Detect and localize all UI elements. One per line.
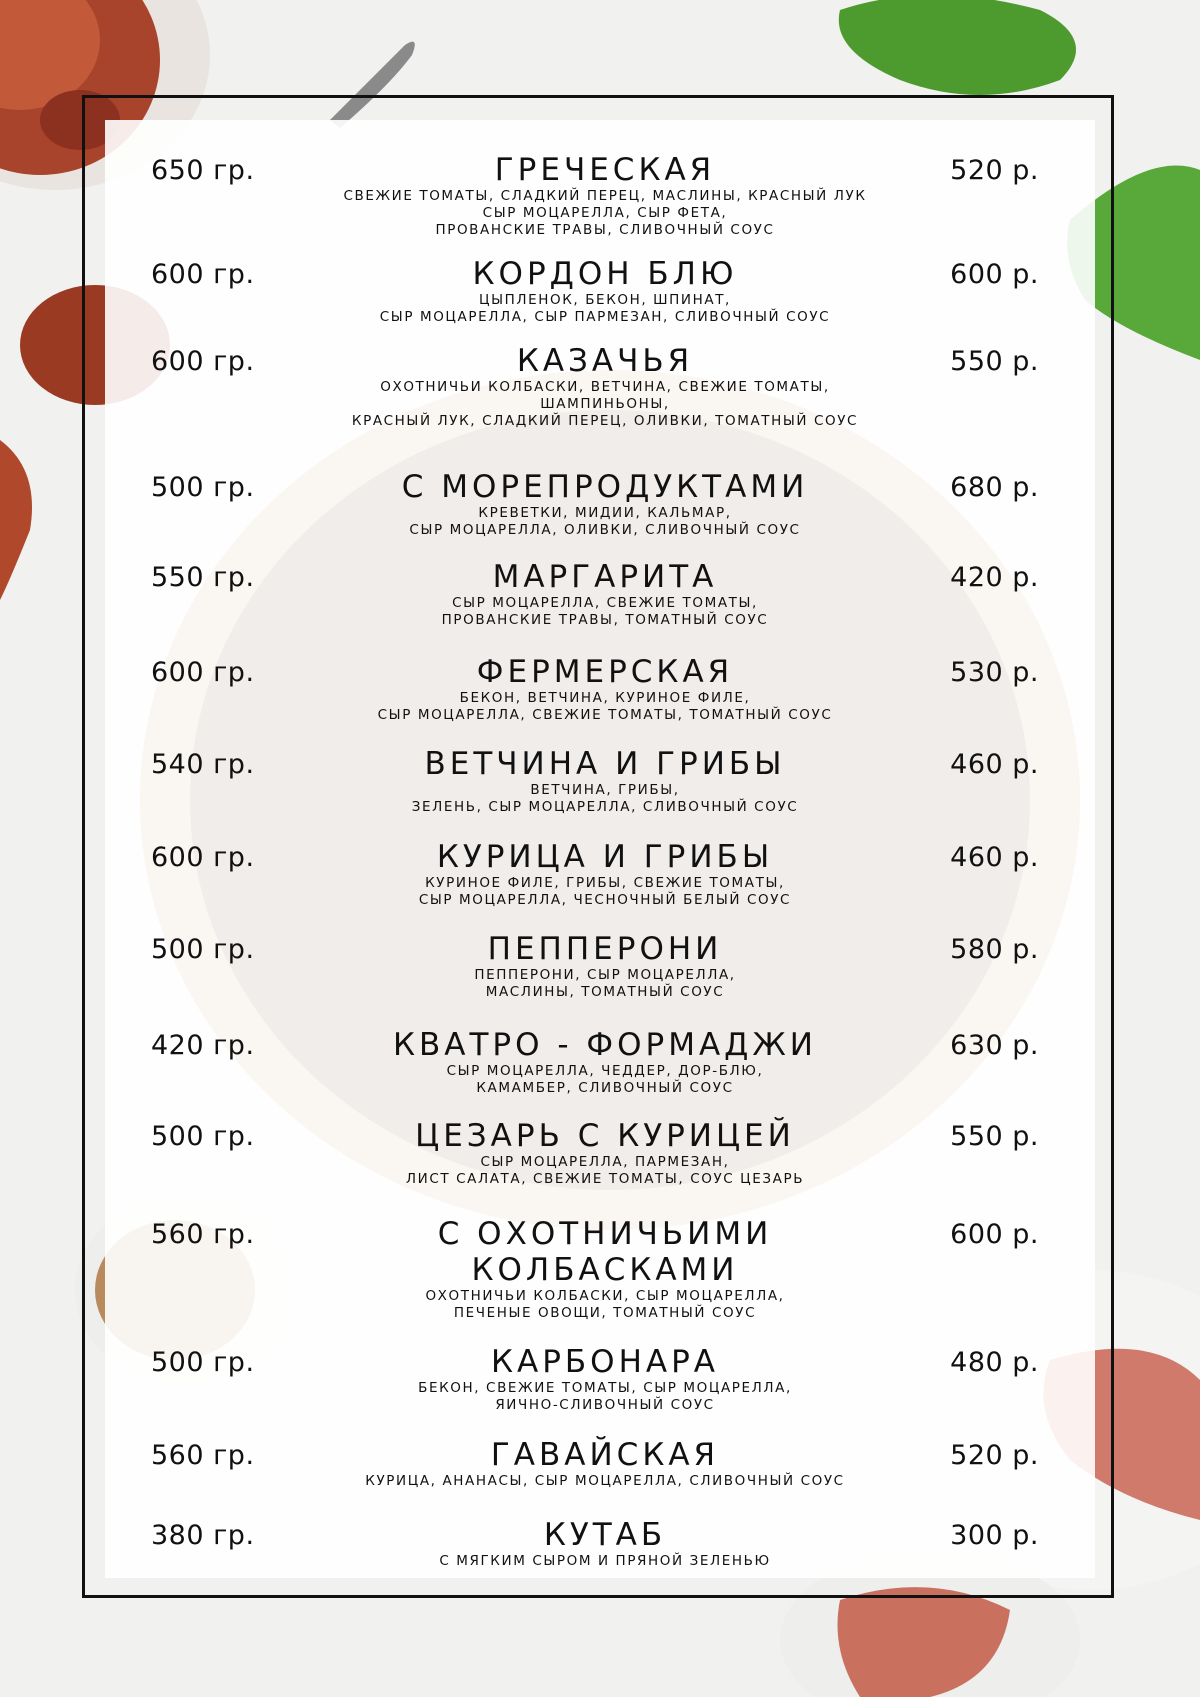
item-info	[300, 1216, 910, 1322]
item-name: ПЕППЕРОНИ	[487, 931, 723, 967]
item-description-line: СЫР МОЦАРЕЛЛА, СЫР ФЕТА,	[482, 205, 728, 221]
item-price: 520 р.	[950, 155, 1039, 186]
item-price: 550 р.	[950, 346, 1039, 377]
item-description-line: ШАМПИНЬОНЫ,	[540, 396, 670, 412]
item-description-line: СЫР МОЦАРЕЛЛА, СЫР ПАРМЕЗАН, СЛИВОЧНЫЙ СОУС	[379, 309, 831, 325]
item-name: С ОХОТНИЧЬИМИ	[437, 1216, 773, 1252]
item-weight: 600 гр.	[151, 259, 255, 290]
item-description-line: ЛИСТ САЛАТА, СВЕЖИЕ ТОМАТЫ, СОУС ЦЕЗАРЬ	[405, 1171, 805, 1187]
item-description-line: ПРОВАНСКИЕ ТРАВЫ, ТОМАТНЫЙ СОУС	[441, 612, 769, 628]
item-name: МАРГАРИТА	[492, 559, 718, 595]
item-weight: 500 гр.	[151, 1121, 255, 1152]
item-price: 550 р.	[950, 1121, 1039, 1152]
item-info	[300, 1344, 910, 1414]
item-description-line: ЦЫПЛЕНОК, БЕКОН, ШПИНАТ,	[479, 292, 731, 308]
item-name: ЦЕЗАРЬ С КУРИЦЕЙ	[415, 1118, 795, 1154]
item-description-line: ЗЕЛЕНЬ, СЫР МОЦАРЕЛЛА, СЛИВОЧНЫЙ СОУС	[411, 799, 799, 815]
item-name-line-2: КОЛБАСКАМИ	[471, 1252, 739, 1288]
item-description-line: ПЕЧЕНЫЕ ОВОЩИ, ТОМАТНЫЙ СОУС	[453, 1305, 757, 1321]
item-price: 530 р.	[950, 657, 1039, 688]
item-weight: 500 гр.	[151, 1347, 255, 1378]
item-weight: 380 гр.	[151, 1520, 255, 1551]
item-name: ГАВАЙСКАЯ	[490, 1437, 720, 1473]
item-description-line: ПЕППЕРОНИ, СЫР МОЦАРЕЛЛА,	[474, 967, 736, 983]
item-name: ФЕРМЕРСКАЯ	[476, 654, 734, 690]
item-price: 480 р.	[950, 1347, 1039, 1378]
item-description-line: ОХОТНИЧЬИ КОЛБАСКИ, ВЕТЧИНА, СВЕЖИЕ ТОМАТЫ,	[380, 379, 830, 395]
item-weight: 420 гр.	[151, 1030, 255, 1061]
item-description-line: КУРИНОЕ ФИЛЕ, ГРИБЫ, СВЕЖИЕ ТОМАТЫ,	[425, 875, 785, 891]
item-info	[300, 1437, 910, 1490]
item-weight: 650 гр.	[151, 155, 255, 186]
item-weight: 500 гр.	[151, 472, 255, 503]
item-info	[300, 1517, 910, 1570]
item-name: ВЕТЧИНА И ГРИБЫ	[424, 746, 786, 782]
item-description-line: МАСЛИНЫ, ТОМАТНЫЙ СОУС	[485, 984, 725, 1000]
item-description-line: СЫР МОЦАРЕЛЛА, ОЛИВКИ, СЛИВОЧНЫЙ СОУС	[409, 522, 801, 538]
item-price: 580 р.	[950, 934, 1039, 965]
item-info	[300, 1118, 910, 1188]
item-price: 300 р.	[950, 1520, 1039, 1551]
item-name: КАЗАЧЬЯ	[516, 343, 694, 379]
item-info	[300, 839, 910, 909]
item-price: 630 р.	[950, 1030, 1039, 1061]
item-info	[300, 256, 910, 326]
item-price: 460 р.	[950, 842, 1039, 873]
item-description-line: ОХОТНИЧЬИ КОЛБАСКИ, СЫР МОЦАРЕЛЛА,	[425, 1288, 785, 1304]
item-info	[300, 746, 910, 816]
item-info	[300, 343, 910, 430]
item-name: С МОРЕПРОДУКТАМИ	[401, 469, 809, 505]
item-weight: 600 гр.	[151, 842, 255, 873]
item-description-line: СЫР МОЦАРЕЛЛА, ЧЕСНОЧНЫЙ БЕЛЫЙ СОУС	[418, 892, 792, 908]
item-description-line: СЫР МОЦАРЕЛЛА, СВЕЖИЕ ТОМАТЫ,	[452, 595, 758, 611]
item-description-line: ВЕТЧИНА, ГРИБЫ,	[530, 782, 680, 798]
item-info	[300, 559, 910, 629]
item-description-line: СЫР МОЦАРЕЛЛА, ЧЕДДЕР, ДОР-БЛЮ,	[446, 1063, 764, 1079]
item-price: 420 р.	[950, 562, 1039, 593]
item-description-line: СЫР МОЦАРЕЛЛА, СВЕЖИЕ ТОМАТЫ, ТОМАТНЫЙ СОУС	[377, 707, 833, 723]
item-weight: 600 гр.	[151, 657, 255, 688]
item-price: 460 р.	[950, 749, 1039, 780]
item-weight: 560 гр.	[151, 1440, 255, 1471]
item-price: 520 р.	[950, 1440, 1039, 1471]
item-description-line: С МЯГКИМ СЫРОМ И ПРЯНОЙ ЗЕЛЕНЬЮ	[439, 1553, 771, 1569]
item-weight: 550 гр.	[151, 562, 255, 593]
item-description-line: БЕКОН, СВЕЖИЕ ТОМАТЫ, СЫР МОЦАРЕЛЛА,	[418, 1380, 792, 1396]
item-description-line: СВЕЖИЕ ТОМАТЫ, СЛАДКИЙ ПЕРЕЦ, МАСЛИНЫ, КРАСНЫЙ ЛУК	[343, 188, 867, 204]
item-description-line: СЫР МОЦАРЕЛЛА, ПАРМЕЗАН,	[480, 1154, 730, 1170]
item-name: КВАТРО - ФОРМАДЖИ	[393, 1027, 817, 1063]
item-description-line: КАМАМБЕР, СЛИВОЧНЫЙ СОУС	[476, 1080, 734, 1096]
item-price: 680 р.	[950, 472, 1039, 503]
item-info	[300, 931, 910, 1001]
item-name: КОРДОН БЛЮ	[472, 256, 738, 292]
item-description-line: КРАСНЫЙ ЛУК, СЛАДКИЙ ПЕРЕЦ, ОЛИВКИ, ТОМАТНЫЙ СОУС	[351, 413, 859, 429]
item-price: 600 р.	[950, 259, 1039, 290]
item-description-line: КРЕВЕТКИ, МИДИИ, КАЛЬМАР,	[478, 505, 732, 521]
item-name: КУТАБ	[543, 1517, 667, 1553]
item-price: 600 р.	[950, 1219, 1039, 1250]
item-info	[300, 654, 910, 724]
item-description-line: КУРИЦА, АНАНАСЫ, СЫР МОЦАРЕЛЛА, СЛИВОЧНЫЙ СОУС	[365, 1473, 845, 1489]
item-info	[300, 1027, 910, 1097]
item-description-line: БЕКОН, ВЕТЧИНА, КУРИНОЕ ФИЛЕ,	[459, 690, 751, 706]
item-description-line: ПРОВАНСКИЕ ТРАВЫ, СЛИВОЧНЫЙ СОУС	[435, 222, 775, 238]
item-info	[300, 469, 910, 539]
item-weight: 540 гр.	[151, 749, 255, 780]
item-name: КУРИЦА И ГРИБЫ	[436, 839, 774, 875]
item-info	[300, 152, 910, 239]
item-name: ГРЕЧЕСКАЯ	[494, 152, 716, 188]
item-weight: 600 гр.	[151, 346, 255, 377]
item-weight: 560 гр.	[151, 1219, 255, 1250]
item-weight: 500 гр.	[151, 934, 255, 965]
item-description-line: ЯИЧНО-СЛИВОЧНЫЙ СОУС	[495, 1397, 715, 1413]
item-name: КАРБОНАРА	[491, 1344, 719, 1380]
